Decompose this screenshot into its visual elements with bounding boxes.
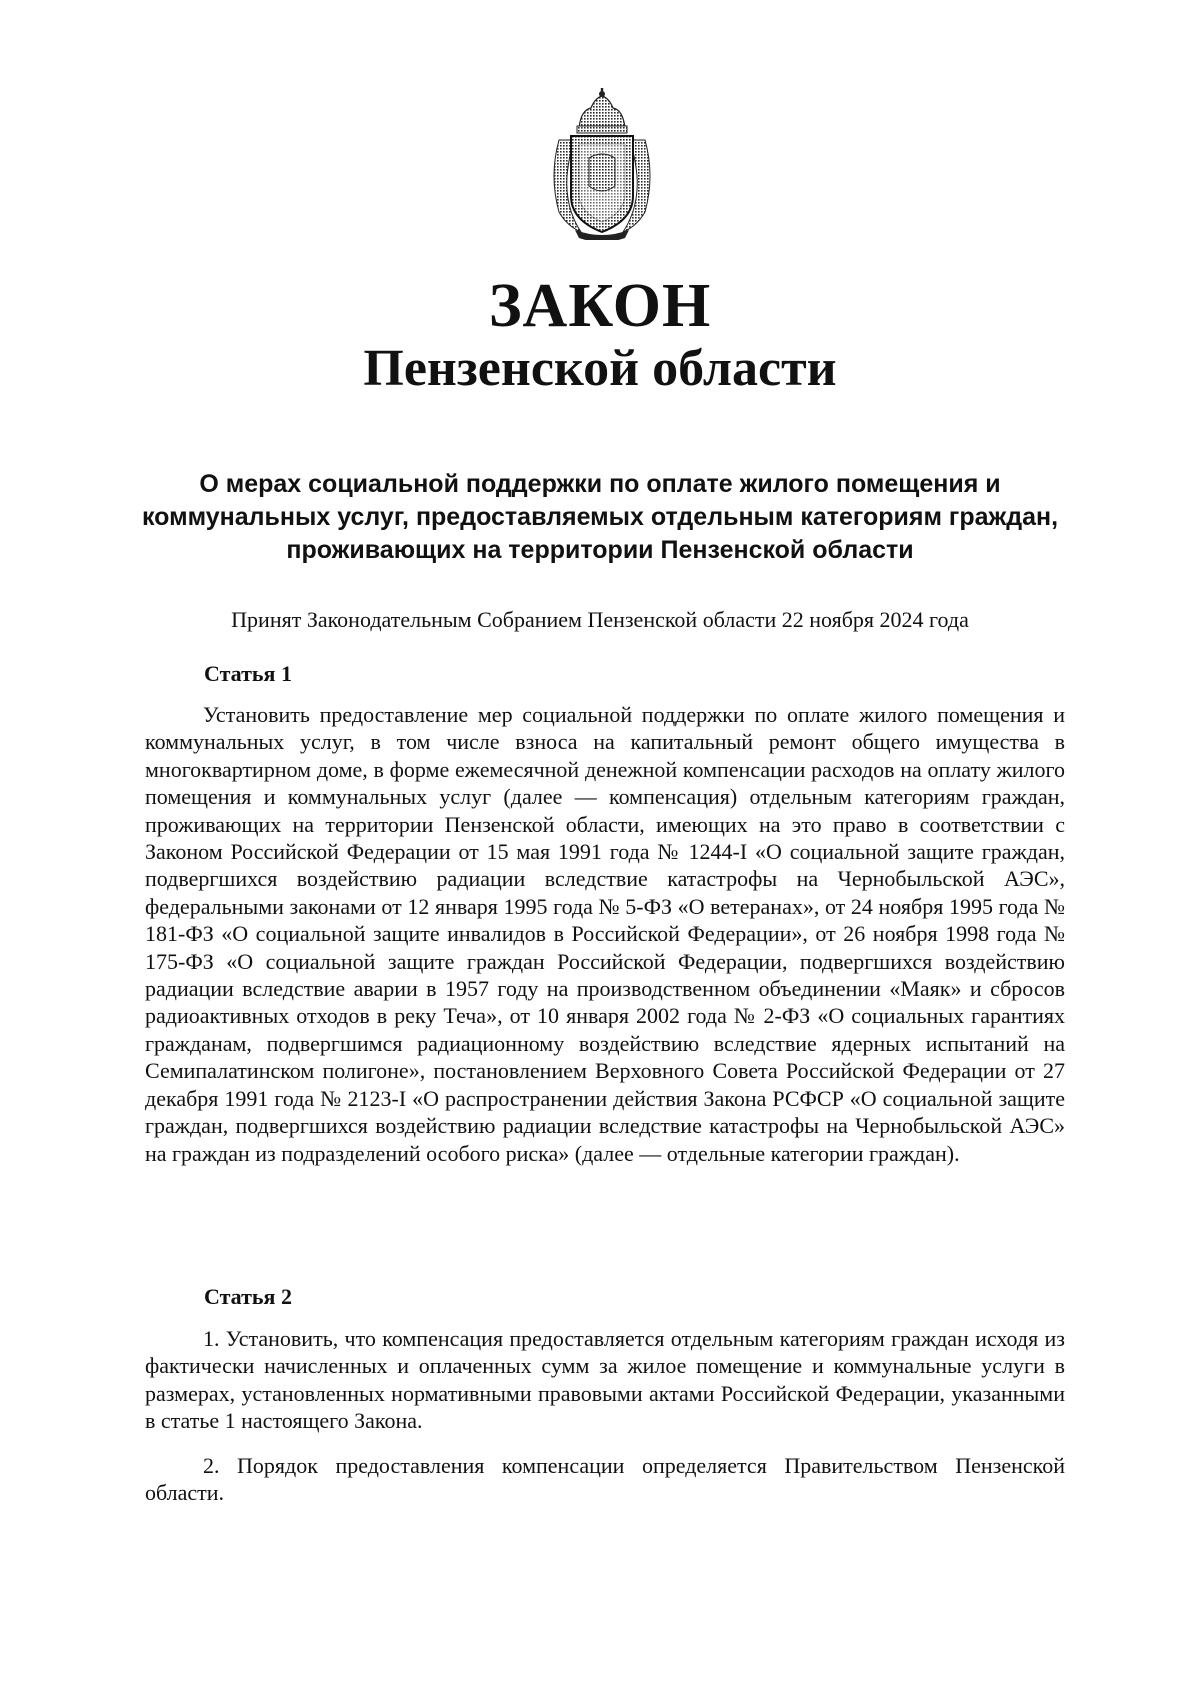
document-title: ЗАКОН (488, 272, 712, 340)
law-subject-title: О мерах социальной поддержки по оплате жилого помещения и коммунальных услуг, предоставляемых отдельным категориям граждан, проживающих на территории Пензенской области (141, 470, 1059, 564)
article-2-paragraph-1: 1. Установить, что компенсация предоставляется отдельным категориям граждан исходя из фактически начисленных и оплаченных сумм за жилое помещение и коммунальные услуги в размерах, установленных нормативными правовыми актами Российской Федерации, указанными в статье 1 настоящего Закона. (145, 1326, 1065, 1434)
article-2-paragraph-2: 2. Порядок предоставления компенсации определяется Правительством Пензенской области. (145, 1453, 1065, 1506)
article-1-heading: Статья 1 (204, 661, 292, 686)
coat-of-arms-icon (545, 88, 659, 240)
document-region: Пензенской области (363, 340, 837, 397)
article-1-paragraph: Установить предоставление мер социальной поддержки по оплате жилого помещения и коммунальных услуг, в том числе взноса на капитальный ремонт общего имущества в многоквартирном доме, в форме ежемесячной денежной компенсации расходов на оплату жилого помещения и коммунальных услуг (далее — компенсация) отдельным категориям граждан, проживающих на территории Пензенской области, имеющих на это право в соответствии с Законом Российской Федерации от 15 мая 1991 года № 1244-I «О социальной защите граждан, подвергшихся воздействию радиации вследствие катастрофы на Чернобыльской АЭС», федеральными законами от 12 января 1995 года № 5-ФЗ «О ветеранах», от 24 ноября 1995 года № 181-ФЗ «О социальной защите инвалидов в Российской Федерации», от 26 ноября 1998 года № 175-ФЗ «О социальной защите граждан Российской Федерации, подвергшихся воздействию радиации вследствие аварии в 1957 году на производственном объединении «Маяк» и сбросов радиоактивных отходов в реку Теча», от 10 января 2002 года № 2-ФЗ «О социальных гарантиях гражданам, подвергшимся радиационному воздействию вследствие ядерных испытаний на Семипалатинском полигоне», постановлением Верховного Совета Российской Федерации от 27 декабря 1991 года № 2123-I «О распространении действия Закона РСФСР «О социальной защите граждан, подвергшихся воздействию радиации вследствие катастрофы на Чернобыльской АЭС» на граждан из подразделений особого риска» (далее — отдельные категории граждан). (145, 702, 1065, 1166)
adoption-line: Принят Законодательным Собранием Пензенской области 22 ноября 2024 года (231, 607, 969, 632)
article-2-heading: Статья 2 (204, 1284, 292, 1309)
